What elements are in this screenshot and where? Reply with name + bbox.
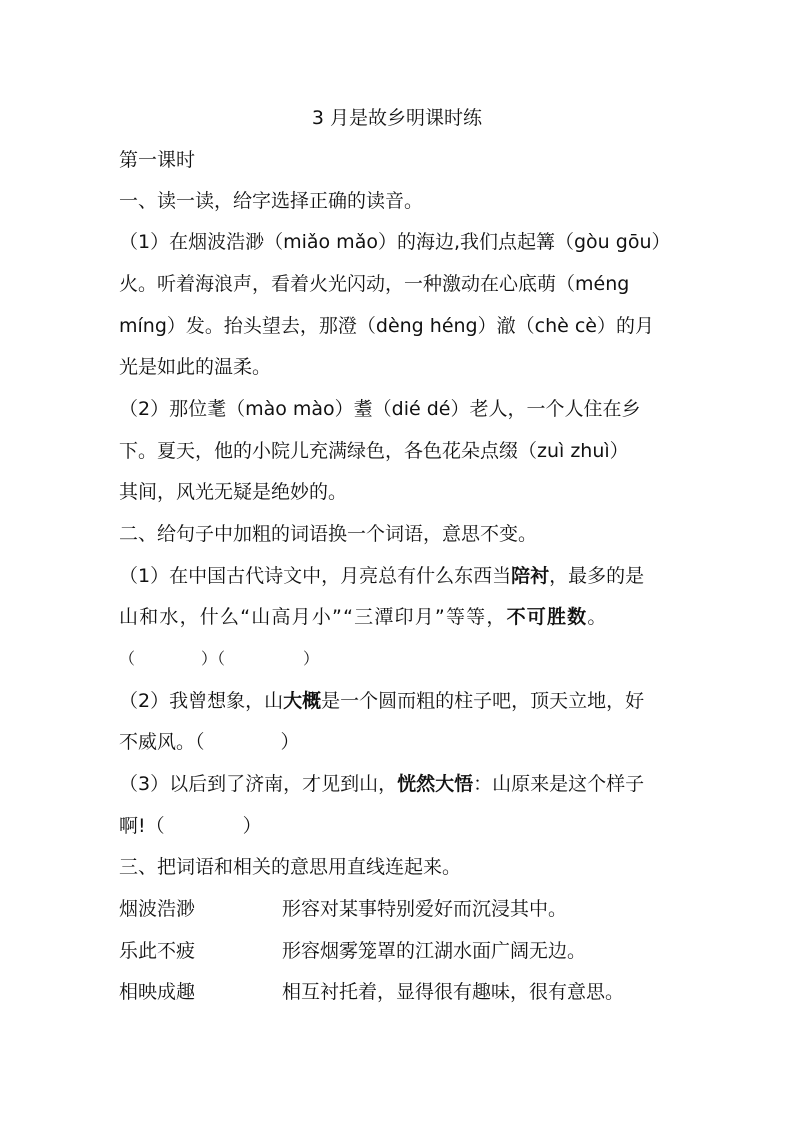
q2-line1-text: （2）我曾想象，山 bbox=[119, 690, 284, 712]
section1-p2-line2: 下。夏天，他的小院儿充满绿色，各色花朵点缀（zuì zhuì） bbox=[119, 440, 629, 462]
q2-bold-word: 大概 bbox=[283, 690, 322, 712]
blank1-open-paren: （ bbox=[119, 649, 136, 668]
section2-q3-line2 bbox=[119, 813, 679, 839]
section2-q2-line2 bbox=[119, 729, 679, 755]
section1-p2-line3: 其间，风光无疑是绝妙的。 bbox=[119, 481, 348, 503]
lesson-label: 第一课时 bbox=[119, 149, 196, 171]
section2-q1-line2 bbox=[119, 604, 679, 630]
match-meaning[interactable]: 形容对某事特别爱好而沉浸其中。 bbox=[282, 898, 568, 920]
section1-p1-line4: 光是如此的温柔。 bbox=[119, 356, 272, 378]
section1-p2-line1: （2）那位耄（mào mào）耋（dié dé）老人，一个人住在乡 bbox=[119, 398, 641, 420]
blank3-close-paren: ） bbox=[280, 731, 300, 753]
section2-heading: 二、给句子中加粗的词语换一个词语，意思不变。 bbox=[119, 523, 538, 545]
match-term[interactable]: 烟波浩渺 bbox=[119, 898, 196, 920]
blank1-close-paren: ）（ bbox=[201, 649, 226, 668]
q2-line1-tail: 是一个圆而粗的柱子吧，顶天立地，好 bbox=[321, 690, 645, 712]
q3-bold-word: 恍然大悟 bbox=[397, 773, 474, 795]
match-meaning[interactable]: 形容烟雾笼罩的江湖水面广阔无边。 bbox=[282, 940, 587, 962]
page-title: 3 月是故乡明课时练 bbox=[311, 107, 483, 129]
match-term[interactable]: 相映成趣 bbox=[119, 981, 196, 1003]
section1-p1-line2: 火。听着海浪声，看着火光闪动，一种激动在心底萌（méng bbox=[119, 273, 630, 295]
q2-line2-text: 不威风。（ bbox=[119, 731, 205, 753]
q3-line1-tail: ：山原来是这个样子 bbox=[473, 773, 645, 795]
q1-line1-text: （1）在中国古代诗文中，月亮总有什么东西当 bbox=[119, 565, 512, 587]
q1-line1-tail: ，最多的是 bbox=[549, 565, 645, 587]
q1-bold-word-2: 不可胜数 bbox=[506, 606, 588, 628]
section1-heading: 一、读一读，给字选择正确的读音。 bbox=[119, 190, 424, 212]
section2-q3-line1 bbox=[119, 771, 679, 797]
q1-line2-tail: 。 bbox=[587, 606, 608, 628]
blank2-close-paren: ） bbox=[303, 649, 320, 668]
section1-p1-line1: （1）在烟波浩渺（miǎo mǎo）的海边,我们点起篝（gòu gōu） bbox=[119, 231, 671, 253]
blank4-close-paren: ） bbox=[242, 815, 262, 837]
section2-q2-line1 bbox=[119, 688, 679, 714]
match-term[interactable]: 乐此不疲 bbox=[119, 940, 196, 962]
q3-line1-text: （3）以后到了济南，才见到山， bbox=[119, 773, 398, 795]
section2-q1-answer-blanks bbox=[119, 646, 679, 672]
section2-q1-line1 bbox=[119, 563, 679, 589]
q1-line2-text: 山和水，什么“山高月小”“三潭印月”等等， bbox=[119, 606, 507, 628]
section1-p1-line3: míng）发。抬头望去，那澄（dèng héng）澈（chè cè）的月 bbox=[119, 315, 654, 337]
match-meaning[interactable]: 相互衬托着，显得很有趣味，很有意思。 bbox=[282, 981, 625, 1003]
q1-bold-word-1: 陪衬 bbox=[511, 565, 550, 587]
q3-line2-text: 啊!（ bbox=[119, 815, 165, 837]
section3-heading: 三、把词语和相关的意思用直线连起来。 bbox=[119, 856, 462, 878]
